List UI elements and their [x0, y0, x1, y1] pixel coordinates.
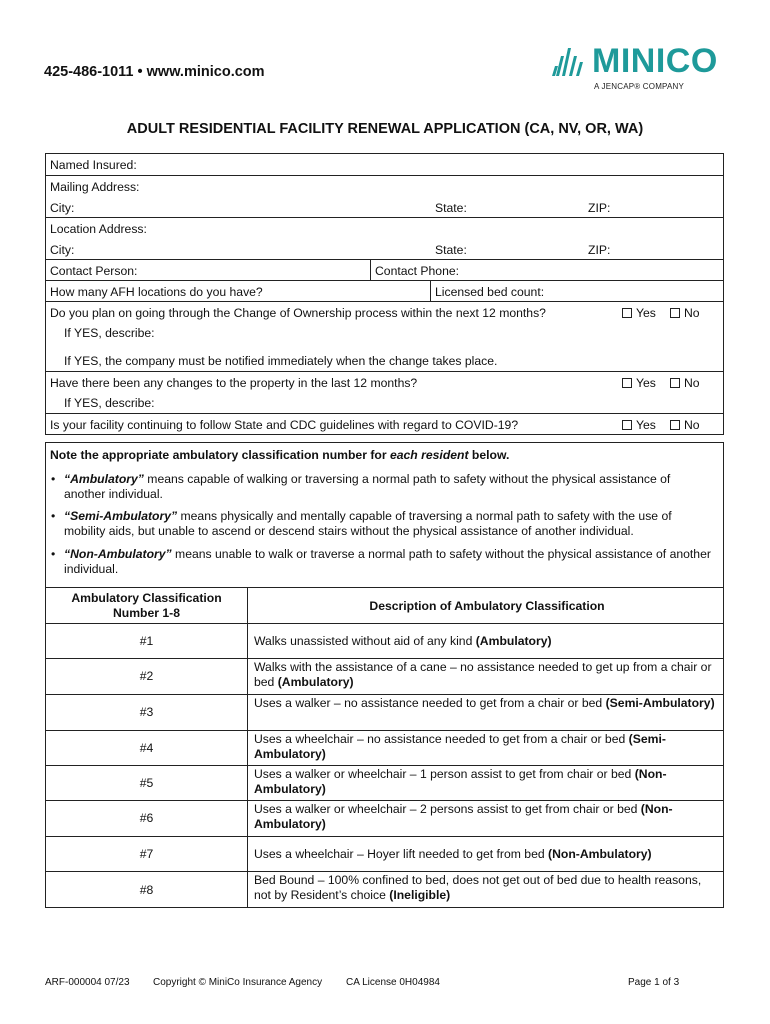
page-number: Page 1 of 3: [628, 977, 680, 988]
mailing-zip-field[interactable]: ZIP:: [588, 201, 611, 215]
definition-non-ambulatory: • “Non-Ambulatory” means unable to walk or traverse a normal path to safety without the physical assistance of another individual.: [51, 547, 711, 576]
row-divider: [46, 730, 723, 731]
document-title: ADULT RESIDENTIAL FACILITY RENEWAL APPLICATION (CA, NV, OR, WA): [126, 121, 644, 137]
ambulatory-classification-section: [45, 442, 724, 908]
checkbox-icon[interactable]: [670, 420, 680, 430]
bullet-icon: •: [51, 509, 56, 523]
minico-mark-icon: [552, 46, 592, 78]
ownership-yes-option[interactable]: Yes: [622, 306, 656, 320]
covid-no-option[interactable]: No: [670, 418, 700, 432]
license-number: CA License 0H04984: [346, 977, 440, 988]
named-insured-field[interactable]: Named Insured:: [50, 158, 137, 172]
classification-number: #4: [139, 740, 154, 755]
mailing-city-field[interactable]: City:: [50, 201, 75, 215]
classification-number: #7: [139, 846, 154, 861]
applicant-info-form: [45, 153, 724, 435]
row-divider: [46, 836, 723, 837]
row-divider: [46, 765, 723, 766]
classification-description: Uses a wheelchair – no assistance needed to get from a chair or bed (Semi-Ambulatory): [254, 732, 666, 761]
classification-number: #5: [139, 775, 154, 790]
form-code: ARF-000004 07/23: [45, 977, 130, 988]
row-divider: [46, 694, 723, 695]
ownership-notify-note: If YES, the company must be notified immediately when the change takes place.: [64, 354, 498, 368]
checkbox-icon[interactable]: [622, 420, 632, 430]
property-changes-question: Have there been any changes to the property in the last 12 months?: [50, 376, 418, 390]
ownership-no-option[interactable]: No: [670, 306, 700, 320]
classification-description: Walks unassisted without aid of any kind (Ambulatory): [254, 634, 552, 648]
row-divider: [46, 800, 723, 801]
mailing-address-field[interactable]: Mailing Address:: [50, 180, 140, 194]
covid-guidelines-question: Is your facility continuing to follow State and CDC guidelines with regard to COVID-19?: [50, 418, 519, 432]
bullet-icon: •: [51, 547, 56, 561]
row-divider: [46, 871, 723, 872]
header-contact: 425-486-1011 • www.minico.com: [44, 64, 265, 80]
col-header-description: Description of Ambulatory Classification: [369, 599, 605, 613]
location-state-field[interactable]: State:: [435, 243, 467, 257]
location-zip-field[interactable]: ZIP:: [588, 243, 611, 257]
classification-number: #2: [139, 669, 154, 683]
property-describe-field[interactable]: If YES, describe:: [64, 396, 155, 410]
property-yes-option[interactable]: Yes: [622, 376, 656, 390]
classification-description: Uses a walker or wheelchair – 1 person assist to get from chair or bed (Non-Ambulatory): [254, 767, 667, 796]
mailing-state-field[interactable]: State:: [435, 201, 467, 215]
location-address-field[interactable]: Location Address:: [50, 222, 147, 236]
definition-ambulatory: • “Ambulatory” means capable of walking or traversing a normal path to safety without the physical assistance of another individual.: [51, 472, 671, 501]
ownership-change-question: Do you plan on going through the Change of Ownership process within the next 12 months?: [50, 306, 546, 320]
copyright-notice: Copyright © MiniCo Insurance Agency: [153, 977, 323, 988]
covid-yes-option[interactable]: Yes: [622, 418, 656, 432]
classification-description: Uses a walker or wheelchair – 2 persons assist to get from chair or bed (Non-Ambulatory): [254, 802, 673, 831]
contact-person-field[interactable]: Contact Person:: [50, 264, 138, 278]
classification-description: Uses a wheelchair – Hoyer lift needed to get from bed (Non-Ambulatory): [254, 846, 652, 861]
classification-number: #8: [139, 882, 154, 897]
classification-number: #1: [139, 634, 154, 648]
definition-semi-ambulatory: • “Semi-Ambulatory” means physically and mentally capable of traversing a normal path to safety with the use of mobility aids, but unable to ascend or descend stairs without the physical assistance of another individual.: [51, 509, 672, 538]
property-no-option[interactable]: No: [670, 376, 700, 390]
logo-wordmark: MINICO: [592, 42, 718, 80]
row-divider: [46, 658, 723, 659]
logo-subtitle: A JENCAP® COMPANY: [594, 82, 685, 91]
col-header-classification-number: Ambulatory Classification Number 1-8: [71, 591, 222, 620]
checkbox-icon[interactable]: [622, 308, 632, 318]
ownership-describe-field[interactable]: If YES, describe:: [64, 326, 155, 340]
classification-note: Note the appropriate ambulatory classification number for each resident below.: [50, 448, 510, 462]
licensed-bed-count-field[interactable]: Licensed bed count:: [435, 285, 545, 299]
contact-phone-field[interactable]: Contact Phone:: [375, 264, 460, 278]
minico-logo: [552, 42, 732, 94]
location-city-field[interactable]: City:: [50, 243, 75, 257]
bullet-icon: •: [51, 472, 56, 486]
classification-number: #6: [139, 811, 154, 825]
checkbox-icon[interactable]: [622, 378, 632, 388]
checkbox-icon[interactable]: [670, 378, 680, 388]
checkbox-icon[interactable]: [670, 308, 680, 318]
classification-description: Uses a walker – no assistance needed to get from a chair or bed (Semi-Ambulatory): [254, 696, 715, 710]
classification-description: Walks with the assistance of a cane – no assistance needed to get up from a chair or bed (Ambulatory): [254, 660, 712, 689]
classification-description: Bed Bound – 100% confined to bed, does not get out of bed due to health reasons, not by Resident’s choice (Ineligible): [254, 873, 702, 902]
classification-number: #3: [139, 705, 154, 719]
afh-locations-field[interactable]: How many AFH locations do you have?: [50, 285, 263, 299]
